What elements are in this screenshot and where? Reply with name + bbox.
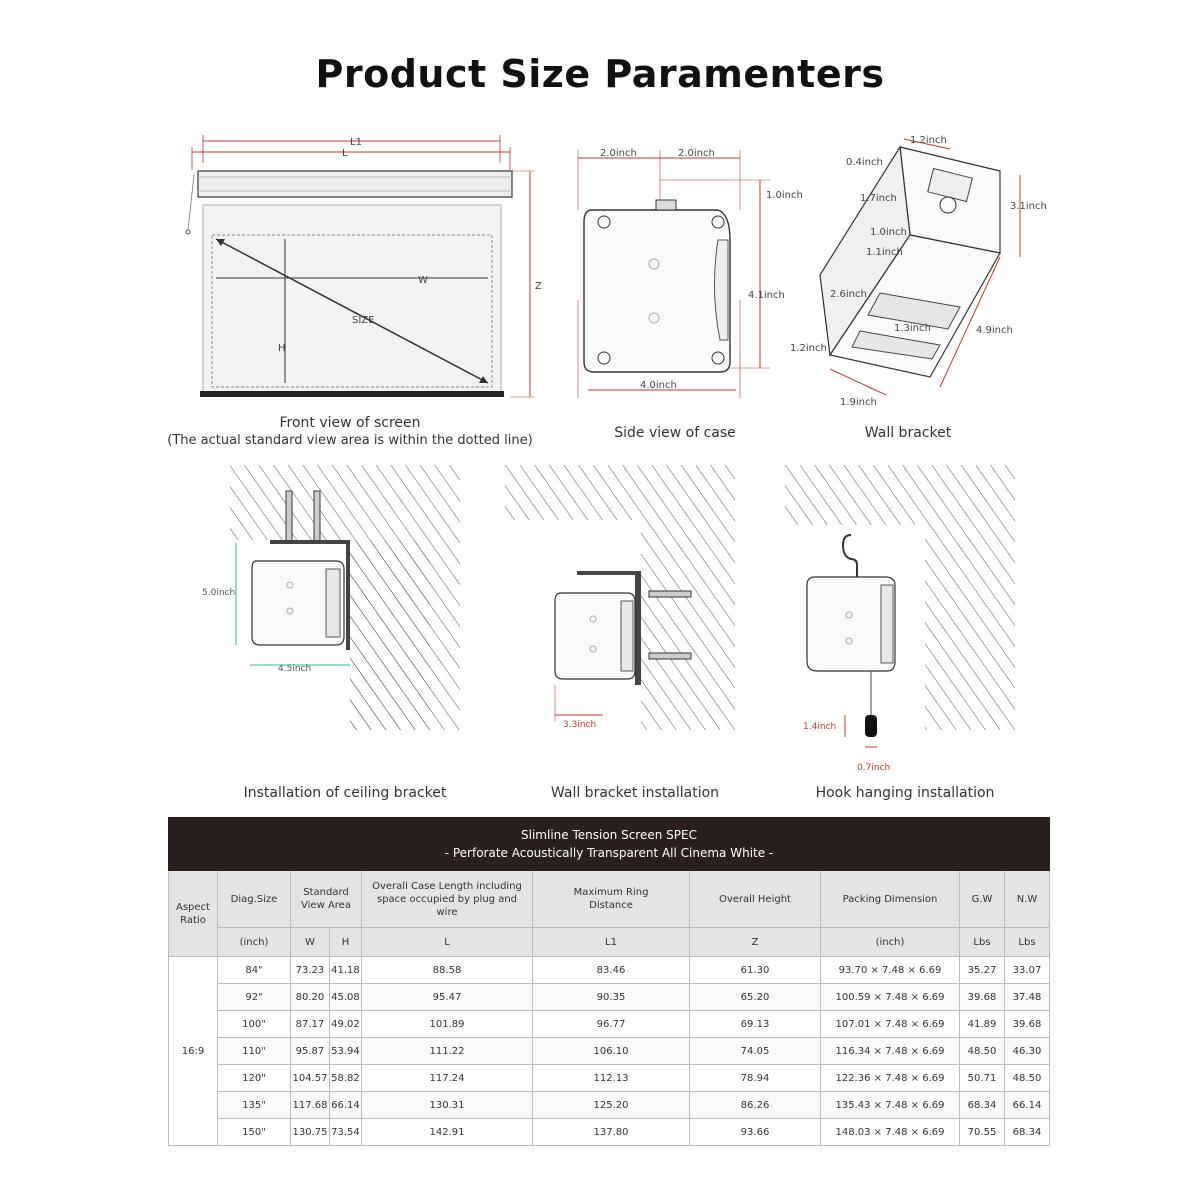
side-top-right-label: 2.0inch xyxy=(678,148,715,159)
bracket-g-label: 2.6inch xyxy=(830,289,867,300)
ceiling-install-caption: Installation of ceiling bracket xyxy=(243,785,447,801)
table-cell: 73.23 xyxy=(291,957,330,984)
table-cell: 142.91 xyxy=(362,1119,533,1146)
table-cell: 80.20 xyxy=(291,984,330,1011)
bracket-a-label: 1.2inch xyxy=(910,135,947,146)
hook-install-diagram xyxy=(785,465,1015,775)
table-cell: 48.50 xyxy=(1005,1065,1050,1092)
front-view-caption-2: (The actual standard view area is within the dotted line) xyxy=(167,433,533,448)
table-cell: 122.36 × 7.48 × 6.69 xyxy=(821,1065,960,1092)
table-cell: 148.03 × 7.48 × 6.69 xyxy=(821,1119,960,1146)
table-cell: 33.07 xyxy=(1005,957,1050,984)
bracket-d-label: 3.1inch xyxy=(1010,201,1047,212)
unit-l: L xyxy=(362,928,533,957)
wall-bracket-caption: Wall bracket xyxy=(864,425,952,441)
table-cell: 117.24 xyxy=(362,1065,533,1092)
table-cell: 41.89 xyxy=(960,1011,1005,1038)
wall-bracket-diagram xyxy=(790,125,1060,415)
hook-height-label: 1.4inch xyxy=(803,722,837,732)
table-cell: 66.14 xyxy=(1005,1092,1050,1119)
table-cell: 65.20 xyxy=(690,984,821,1011)
size-label: SIZE xyxy=(352,315,375,326)
table-cell: 61.30 xyxy=(690,957,821,984)
hook-width-label: 0.7inch xyxy=(857,763,891,773)
l1-label: L1 xyxy=(350,137,362,148)
hook-install-drawing xyxy=(785,465,1015,775)
table-cell: 116.34 × 7.48 × 6.69 xyxy=(821,1038,960,1065)
table-cell: 93.66 xyxy=(690,1119,821,1146)
bracket-k-label: 1.9inch xyxy=(840,397,877,408)
table-cell: 107.01 × 7.48 × 6.69 xyxy=(821,1011,960,1038)
front-view-drawing xyxy=(170,125,550,415)
header-height: Overall Height xyxy=(690,871,821,928)
unit-nw: Lbs xyxy=(1005,928,1050,957)
unit-l1: L1 xyxy=(533,928,690,957)
ceiling-width-label: 4.5inch xyxy=(278,664,312,674)
table-cell: 95.87 xyxy=(291,1038,330,1065)
table-cell: 39.68 xyxy=(1005,1011,1050,1038)
table-cell: 37.48 xyxy=(1005,984,1050,1011)
table-cell: 88.58 xyxy=(362,957,533,984)
side-right-top-label: 1.0inch xyxy=(766,190,803,201)
bracket-f-label: 1.1inch xyxy=(866,247,903,258)
table-cell: 125.20 xyxy=(533,1092,690,1119)
side-top-left-label: 2.0inch xyxy=(600,148,637,159)
table-cell: 111.22 xyxy=(362,1038,533,1065)
table-cell: 35.27 xyxy=(960,957,1005,984)
table-cell: 84" xyxy=(218,957,291,984)
ceiling-install-drawing xyxy=(200,465,460,730)
header-diag: Diag.Size xyxy=(218,871,291,928)
header-gw: G.W xyxy=(960,871,1005,928)
table-cell: 53.94 xyxy=(329,1038,361,1065)
table-cell: 90.35 xyxy=(533,984,690,1011)
table-cell: 45.08 xyxy=(329,984,361,1011)
wall-depth-label: 3.3inch xyxy=(563,720,597,730)
table-cell: 100" xyxy=(218,1011,291,1038)
table-cell: 78.94 xyxy=(690,1065,821,1092)
table-cell: 66.14 xyxy=(329,1092,361,1119)
table-cell: 106.10 xyxy=(533,1038,690,1065)
table-cell: 69.13 xyxy=(690,1011,821,1038)
table-row xyxy=(169,1065,1050,1092)
table-cell: 112.13 xyxy=(533,1065,690,1092)
spec-table xyxy=(168,817,1050,1146)
table-row xyxy=(169,1038,1050,1065)
unit-diag: (inch) xyxy=(218,928,291,957)
table-cell: 135" xyxy=(218,1092,291,1119)
wall-install-caption: Wall bracket installation xyxy=(550,785,720,801)
table-cell: 117.68 xyxy=(291,1092,330,1119)
front-view-caption-1: Front view of screen xyxy=(279,415,421,431)
table-cell: 150" xyxy=(218,1119,291,1146)
bracket-c-label: 1.7inch xyxy=(860,193,897,204)
bracket-j-label: 4.9inch xyxy=(976,325,1013,336)
table-cell: 73.54 xyxy=(329,1119,361,1146)
table-cell: 130.31 xyxy=(362,1092,533,1119)
table-cell: 49.02 xyxy=(329,1011,361,1038)
side-bottom-label: 4.0inch xyxy=(640,380,677,391)
table-cell: 83.46 xyxy=(533,957,690,984)
front-view-diagram xyxy=(170,125,550,415)
table-cell: 92" xyxy=(218,984,291,1011)
table-row xyxy=(169,984,1050,1011)
spec-title-line2: - Perforate Acoustically Transparent All Cinema White - xyxy=(444,846,774,860)
table-cell: 137.80 xyxy=(533,1119,690,1146)
table-cell: 46.30 xyxy=(1005,1038,1050,1065)
table-cell: 100.59 × 7.48 × 6.69 xyxy=(821,984,960,1011)
bracket-h-label: 1.3inch xyxy=(894,323,931,334)
table-cell: 48.50 xyxy=(960,1038,1005,1065)
bracket-e-label: 1.0inch xyxy=(870,227,907,238)
spec-title-line1: Slimline Tension Screen SPEC xyxy=(521,828,697,842)
header-nw: N.W xyxy=(1005,871,1050,928)
table-cell: 87.17 xyxy=(291,1011,330,1038)
hook-install-caption: Hook hanging installation xyxy=(815,785,995,801)
table-cell: 95.47 xyxy=(362,984,533,1011)
table-cell: 135.43 × 7.48 × 6.69 xyxy=(821,1092,960,1119)
z-label: Z xyxy=(535,281,542,292)
spec-table-title xyxy=(169,818,1050,871)
table-cell: 58.82 xyxy=(329,1065,361,1092)
table-cell: 110" xyxy=(218,1038,291,1065)
table-cell: 70.55 xyxy=(960,1119,1005,1146)
ceiling-install-diagram xyxy=(200,465,460,730)
bracket-i-label: 1.2inch xyxy=(790,343,827,354)
ceiling-height-label: 5.0inch xyxy=(202,588,236,598)
table-cell: 39.68 xyxy=(960,984,1005,1011)
table-cell: 50.71 xyxy=(960,1065,1005,1092)
bracket-b-label: 0.4inch xyxy=(846,157,883,168)
table-row xyxy=(169,1119,1050,1146)
unit-packing: (inch) xyxy=(821,928,960,957)
unit-z: Z xyxy=(690,928,821,957)
l-label: L xyxy=(342,148,348,159)
table-cell: 101.89 xyxy=(362,1011,533,1038)
table-cell: 68.34 xyxy=(1005,1119,1050,1146)
h-label: H xyxy=(278,343,286,354)
table-cell: 68.34 xyxy=(960,1092,1005,1119)
side-right-mid-label: 4.1inch xyxy=(748,290,785,301)
header-ring: Maximum Ring Distance xyxy=(533,871,690,928)
spec-table-body xyxy=(169,957,1050,1146)
header-aspect: Aspect Ratio xyxy=(169,871,218,957)
table-cell: 104.57 xyxy=(291,1065,330,1092)
aspect-ratio-cell: 16:9 xyxy=(169,957,218,1146)
table-cell: 93.70 × 7.48 × 6.69 xyxy=(821,957,960,984)
unit-w: W xyxy=(291,928,330,957)
table-row xyxy=(169,1011,1050,1038)
table-cell: 74.05 xyxy=(690,1038,821,1065)
unit-gw: Lbs xyxy=(960,928,1005,957)
table-row xyxy=(169,957,1050,984)
table-cell: 86.26 xyxy=(690,1092,821,1119)
table-cell: 41.18 xyxy=(329,957,361,984)
header-packing: Packing Dimension xyxy=(821,871,960,928)
side-view-caption: Side view of case xyxy=(614,425,736,441)
w-label: W xyxy=(418,275,428,286)
table-cell: 96.77 xyxy=(533,1011,690,1038)
page-title: Product Size Paramenters xyxy=(315,52,885,96)
table-cell: 120" xyxy=(218,1065,291,1092)
unit-h: H xyxy=(329,928,361,957)
header-case-length: Overall Case Length including space occupied by plug and wire xyxy=(362,871,533,928)
table-row xyxy=(169,1092,1050,1119)
header-view-area: Standard View Area xyxy=(291,871,362,928)
wall-bracket-drawing xyxy=(790,125,1060,415)
wall-install-diagram xyxy=(505,465,735,730)
wall-install-drawing xyxy=(505,465,735,730)
table-cell: 130.75 xyxy=(291,1119,330,1146)
